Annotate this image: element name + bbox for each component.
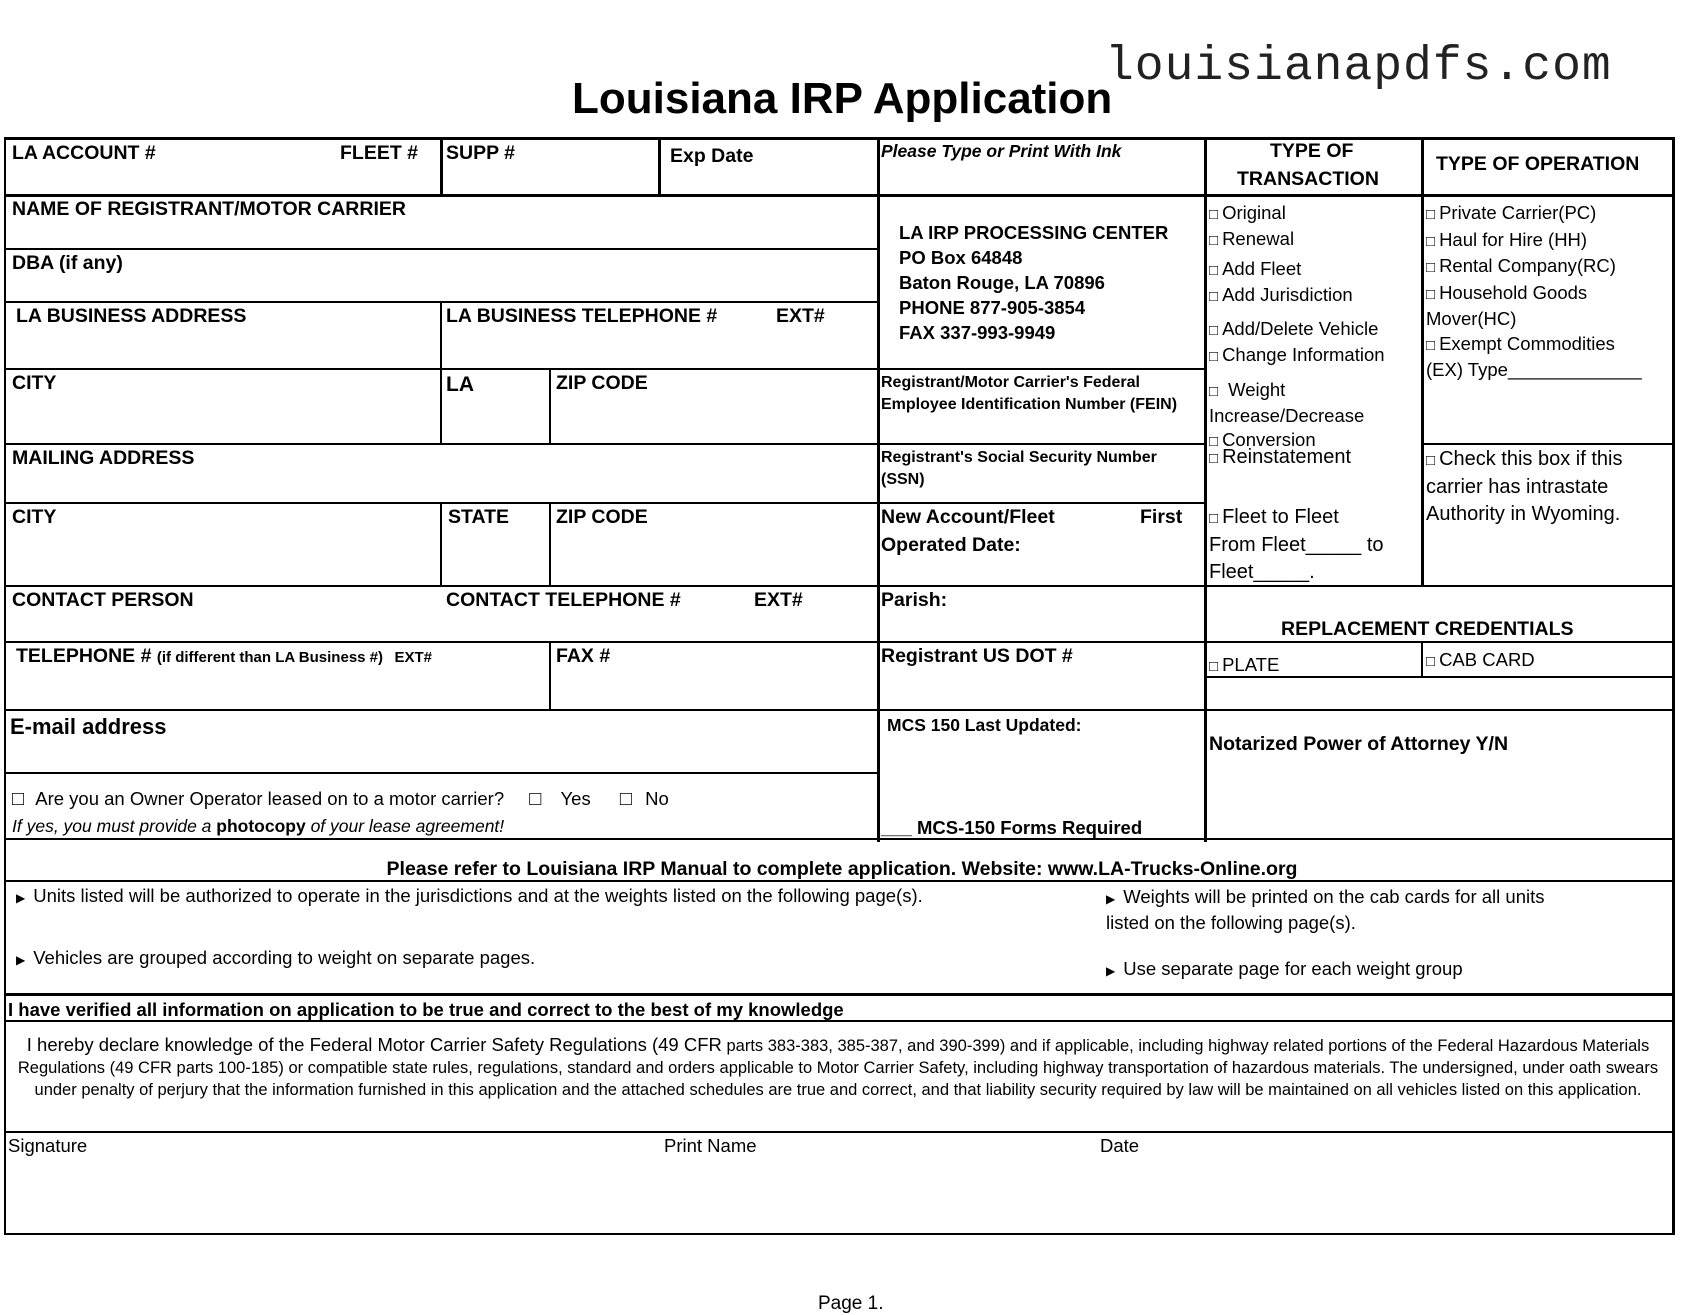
signature-label[interactable]: Signature	[8, 1135, 88, 1156]
transaction-change-information[interactable]	[1209, 343, 1385, 369]
page-number: Page 1.	[818, 1293, 884, 1314]
processing-center-pobox: PO Box 64848	[899, 247, 1023, 268]
fein-line2: Employee Identification Number (FEIN)	[881, 396, 1178, 413]
conversion-checkbox[interactable]: □	[1209, 433, 1219, 450]
haul-for-hire-label: Haul for Hire (HH)	[1439, 228, 1588, 250]
original-checkbox[interactable]: □	[1209, 206, 1219, 223]
cab-card-checkbox[interactable]: □	[1426, 653, 1436, 670]
exempt-checkbox[interactable]: □	[1426, 336, 1436, 354]
declaration-text	[8, 1034, 1668, 1101]
cab-card-label: CAB CARD	[1439, 649, 1535, 670]
bullet-arrow-icon: ▶	[16, 953, 26, 967]
la-business-address-label[interactable]: LA BUSINESS ADDRESS	[16, 305, 247, 327]
watermark: louisianapdfs.com	[1105, 40, 1612, 94]
transaction-increase-decrease: Increase/Decrease	[1209, 405, 1365, 426]
operated-date-label: Operated Date:	[881, 534, 1021, 556]
change-information-label: Change Information	[1222, 344, 1385, 365]
fein-label[interactable]	[881, 372, 1177, 416]
weight-label: Weight	[1228, 379, 1286, 400]
power-of-attorney-label[interactable]: Notarized Power of Attorney Y/N	[1209, 733, 1509, 755]
type-of-operation-heading: TYPE OF OPERATION	[1436, 153, 1640, 175]
add-jurisdiction-checkbox[interactable]: □	[1209, 288, 1219, 305]
processing-center	[899, 220, 1168, 345]
operation-mover: Mover(HC)	[1426, 308, 1517, 329]
page-title: Louisiana IRP Application	[572, 74, 1113, 123]
please-type-note: Please Type or Print With Ink	[881, 141, 1122, 161]
mcs150-label[interactable]: MCS 150 Last Updated:	[887, 715, 1082, 735]
bullet-grouped-text: Vehicles are grouped according to weight on separate pages.	[33, 947, 536, 968]
bullet-weights-text1: Weights will be printed on the cab cards for all units	[1123, 886, 1545, 907]
add-jurisdiction-label: Add Jurisdiction	[1222, 284, 1353, 305]
plate-label: PLATE	[1222, 654, 1280, 675]
telephone-ext: EXT#	[394, 649, 432, 666]
fein-line1: Registrant/Motor Carrier's Federal	[881, 374, 1140, 391]
bullet-weights-text2: listed on the following page(s).	[1106, 912, 1356, 933]
lease-note-post: of your lease agreement!	[305, 816, 505, 836]
wyoming-line3: Authority in Wyoming.	[1426, 503, 1621, 525]
declaration-lead: I hereby declare knowledge of the Federal Motor Carrier Safety Regulations (49 CFR	[26, 1034, 722, 1055]
operation-rental[interactable]	[1426, 254, 1642, 281]
processing-center-phone: PHONE 877-905-3854	[899, 297, 1086, 318]
bullet-arrow-icon: ▶	[16, 891, 26, 905]
print-name-label[interactable]: Print Name	[664, 1135, 757, 1156]
no-checkbox[interactable]: □	[619, 788, 632, 810]
yes-label: Yes	[560, 788, 591, 809]
add-fleet-checkbox[interactable]: □	[1209, 262, 1219, 279]
contact-ext-label[interactable]: EXT#	[754, 589, 803, 611]
plate-checkbox[interactable]: □	[1209, 658, 1219, 675]
new-account-label[interactable]: New Account/Fleet	[881, 506, 1055, 528]
verified-statement: I have verified all information on application to be true and correct to the best of my knowledge	[8, 999, 844, 1020]
renewal-label: Renewal	[1222, 228, 1295, 249]
bullet-arrow-icon: ▶	[1106, 892, 1116, 906]
private-label: Private Carrier(PC)	[1439, 202, 1597, 223]
processing-center-fax: FAX 337-993-9949	[899, 322, 1056, 343]
fleet-to-fleet-checkbox[interactable]: □	[1209, 510, 1219, 527]
telephone-label[interactable]	[16, 645, 432, 668]
date-label[interactable]: Date	[1100, 1135, 1140, 1156]
household-label: Household Goods	[1439, 281, 1588, 303]
no-label: No	[645, 788, 669, 809]
transaction-reinstatement[interactable]	[1209, 446, 1351, 469]
operation-haul-for-hire[interactable]	[1426, 228, 1642, 255]
email-label[interactable]: E-mail address	[10, 714, 167, 739]
registrant-name-label[interactable]: NAME OF REGISTRANT/MOTOR CARRIER	[12, 198, 406, 220]
mailing-zip-label[interactable]: ZIP CODE	[556, 506, 648, 528]
lease-note-bold: photocopy	[216, 816, 306, 836]
la-business-ext-label[interactable]: EXT#	[776, 305, 825, 327]
fax-label[interactable]: FAX #	[556, 645, 611, 667]
to-fleet-line: Fleet_____.	[1209, 561, 1315, 583]
add-delete-vehicle-label: Add/Delete Vehicle	[1222, 318, 1379, 339]
type-of-transaction-line1: TYPE OF	[1270, 140, 1354, 162]
fleet-to-fleet-label: Fleet to Fleet	[1222, 506, 1339, 528]
bullet-weights	[1106, 885, 1545, 935]
mailing-address-label[interactable]: MAILING ADDRESS	[12, 447, 195, 469]
from-fleet-line: From Fleet_____ to	[1209, 534, 1384, 556]
city-label[interactable]: CITY	[12, 372, 57, 394]
wyoming-line2: carrier has intrastate	[1426, 476, 1609, 498]
reinstatement-label: Reinstatement	[1222, 446, 1352, 468]
weight-checkbox[interactable]: □	[1209, 383, 1219, 400]
contact-person-label[interactable]: CONTACT PERSON	[12, 589, 194, 611]
mailing-city-label[interactable]: CITY	[12, 506, 57, 528]
la-business-telephone-label[interactable]: LA BUSINESS TELEPHONE #	[446, 305, 718, 327]
wyoming-authority[interactable]	[1426, 446, 1622, 528]
wyoming-checkbox[interactable]: □	[1426, 452, 1436, 469]
transaction-renewal[interactable]	[1209, 227, 1385, 253]
operation-list	[1426, 201, 1642, 383]
type-of-transaction-line2: TRANSACTION	[1237, 168, 1379, 190]
operation-household[interactable]	[1426, 281, 1642, 308]
telephone-note: (if different than LA Business #)	[156, 649, 384, 666]
fleet-label: FLEET #	[340, 142, 419, 164]
haul-for-hire-checkbox[interactable]: □	[1426, 232, 1436, 250]
ssn-line1: Registrant's Social Security Number	[881, 449, 1157, 466]
state-la-label: LA	[446, 373, 474, 396]
rental-checkbox[interactable]: □	[1426, 259, 1436, 276]
owner-operator-row	[12, 788, 669, 811]
ssn-label[interactable]	[881, 447, 1157, 491]
mailing-state-label[interactable]: STATE	[448, 506, 510, 528]
yes-checkbox[interactable]: □	[529, 788, 542, 810]
transaction-list	[1209, 201, 1385, 454]
exp-date-label: Exp Date	[670, 145, 754, 167]
ssn-line2: (SSN)	[881, 471, 925, 488]
zip-code-label[interactable]: ZIP CODE	[556, 372, 648, 394]
processing-center-city: Baton Rouge, LA 70896	[899, 272, 1105, 293]
add-fleet-label: Add Fleet	[1222, 258, 1302, 279]
conversion-label: Conversion	[1222, 429, 1316, 450]
operation-exempt[interactable]	[1426, 332, 1642, 359]
original-label: Original	[1222, 202, 1286, 223]
bullet-separate-text: Use separate page for each weight group	[1123, 958, 1463, 979]
dba-label[interactable]: DBA (if any)	[12, 252, 123, 274]
first-label: First	[1140, 506, 1183, 528]
la-account-label: LA ACCOUNT #	[12, 142, 156, 164]
supp-label: SUPP #	[446, 142, 516, 164]
add-delete-vehicle-checkbox[interactable]: □	[1209, 322, 1219, 339]
manual-note: Please refer to Louisiana IRP Manual to complete application. Website: www.LA-Trucks-Online.org	[386, 858, 1298, 880]
mcs150-required[interactable]: ___ MCS-150 Forms Required	[881, 817, 1143, 838]
owner-operator-question: Are you an Owner Operator leased on to a motor carrier?	[35, 788, 505, 809]
renewal-checkbox[interactable]: □	[1209, 232, 1219, 249]
transaction-add-fleet[interactable]	[1209, 257, 1385, 283]
lease-note	[12, 816, 504, 837]
household-checkbox[interactable]: □	[1426, 285, 1436, 303]
private-checkbox[interactable]: □	[1426, 206, 1436, 223]
parish-label[interactable]: Parish:	[881, 589, 948, 611]
bullet-units-text: Units listed will be authorized to operate in the jurisdictions and at the weights listed on the following page(s).	[33, 885, 923, 906]
processing-center-name: LA IRP PROCESSING CENTER	[899, 222, 1169, 243]
telephone-label-text: TELEPHONE #	[16, 645, 152, 667]
wyoming-line1: Check this box if this	[1439, 448, 1623, 470]
exempt-label: Exempt Commodities	[1439, 332, 1615, 354]
bullet-separate	[1106, 958, 1463, 980]
reinstatement-checkbox[interactable]: □	[1209, 450, 1219, 467]
rental-label: Rental Company(RC)	[1439, 255, 1616, 276]
operation-ex-type[interactable]: (EX) Type_____________	[1426, 359, 1642, 380]
contact-telephone-label[interactable]: CONTACT TELEPHONE #	[446, 589, 681, 611]
bullet-grouped	[16, 947, 535, 969]
us-dot-label[interactable]: Registrant US DOT #	[881, 645, 1073, 667]
transaction-original[interactable]	[1209, 201, 1385, 227]
replacement-credentials-heading: REPLACEMENT CREDENTIALS	[1281, 618, 1574, 640]
change-information-checkbox[interactable]: □	[1209, 348, 1219, 365]
bullet-units	[16, 885, 923, 907]
declaration-rest: parts 383-383, 385-387, and 390-399) and if applicable, including highway related portions of the Federal Hazardous Materials Regulations (49 CFR parts 100-185) or compatible state rules, regulations, standard and orders applicable to Motor Carrier Safety, including highway transportation of hazardous materials. The undersigned, under oath swears under penalty of perjury that the information furnished in this application and the attached schedules are true and correct, and that liability security required by law will be maintained on all vehicles listed on this application.	[17, 1037, 1659, 1099]
transaction-add-jurisdiction[interactable]	[1209, 283, 1385, 309]
cab-card-option[interactable]	[1426, 649, 1535, 671]
plate-option[interactable]	[1209, 654, 1279, 676]
transaction-fleet-to-fleet[interactable]	[1209, 504, 1384, 586]
transaction-add-delete-vehicle[interactable]	[1209, 317, 1385, 343]
lease-note-pre: If yes, you must provide a	[12, 816, 217, 836]
bullet-arrow-icon: ▶	[1106, 964, 1116, 978]
transaction-weight[interactable]	[1209, 378, 1385, 404]
owner-operator-checkbox[interactable]: □	[12, 788, 25, 810]
operation-private[interactable]	[1426, 201, 1642, 228]
